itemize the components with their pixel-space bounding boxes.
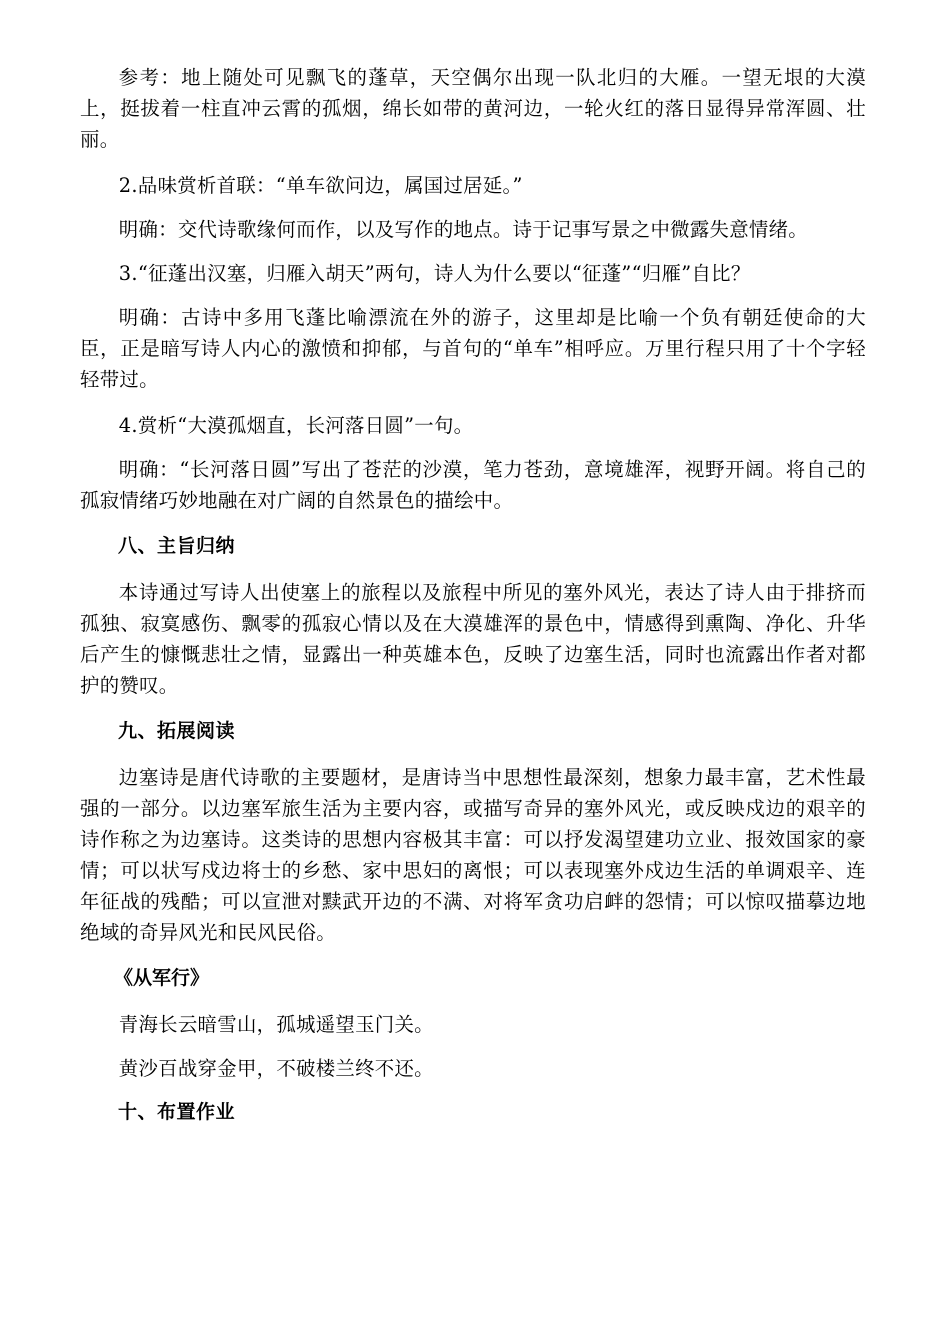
poem-title: 《从军行》	[114, 967, 210, 989]
question-3: 3.“征蓬出汉塞，归雁入胡天”两句，诗人为什么要以“征蓬”“归雁”自比？	[118, 262, 751, 285]
section-8-text: 本诗通过写诗人出使塞上的旅程以及旅程中所见的塞外风光，表达了诗人由于排挤而孤独、寂寞感伤、飘零的孤寂心情以及在大漠雄浑的景色中，情感得到熏陶、净化、升华后产生的慷慨悲壮之情，显露出一种英雄本色，反映了边塞生活，同时也流露出作者对都护的赞叹。	[80, 581, 866, 697]
answer-2: 明确：交代诗歌缘何而作，以及写作的地点。诗于记事写景之中微露失意情绪。	[118, 218, 808, 241]
section-9-heading: 九、拓展阅读	[118, 720, 236, 742]
question-4: 4.赏析“大漠孤烟直，长河落日圆”一句。	[118, 414, 474, 437]
section-8-heading: 八、主旨归纳	[118, 535, 236, 557]
question-2: 2.品味赏析首联：“单车欲问边，属国过居延。”	[118, 174, 523, 197]
section-10-heading: 十、布置作业	[118, 1101, 236, 1123]
answer-3: 明确：古诗中多用飞蓬比喻漂流在外的游子，这里却是比喻一个负有朝廷使命的大臣，正是暗写诗人内心的激愤和抑郁，与首句的“单车”相呼应。万里行程只用了十个字轻轻带过。	[80, 306, 866, 391]
reference-paragraph: 参考：地上随处可见飘飞的蓬草，天空偶尔出现一队北归的大雁。一望无垠的大漠上，挺拔着一柱直冲云霄的孤烟，绵长如带的黄河边，一轮火红的落日显得异常浑圆、壮丽。	[80, 66, 866, 151]
document-body	[80, 62, 866, 1143]
poem-line-1: 青海长云暗雪山，孤城遥望玉门关。	[118, 1013, 434, 1036]
answer-4: 明确：“长河落日圆”写出了苍茫的沙漠，笔力苍劲，意境雄浑，视野开阔。将自己的孤寂情绪巧妙地融在对广阔的自然景色的描绘中。	[80, 458, 866, 512]
section-9-text: 边塞诗是唐代诗歌的主要题材，是唐诗当中思想性最深刻，想象力最丰富，艺术性最强的一部分。以边塞军旅生活为主要内容，或描写奇异的塞外风光，或反映戍边的艰辛的诗作称之为边塞诗。这类诗的思想内容极其丰富：可以抒发渴望建功立业、报效国家的豪情；可以状写戍边将士的乡愁、家中思妇的离恨；可以表现塞外戍边生活的单调艰辛、连年征战的残酷；可以宣泄对黩武开边的不满、对将军贪功启衅的怨情；可以惊叹描摹边地绝域的奇异风光和民风民俗。	[80, 766, 866, 944]
poem-line-2: 黄沙百战穿金甲，不破楼兰终不还。	[118, 1057, 434, 1080]
